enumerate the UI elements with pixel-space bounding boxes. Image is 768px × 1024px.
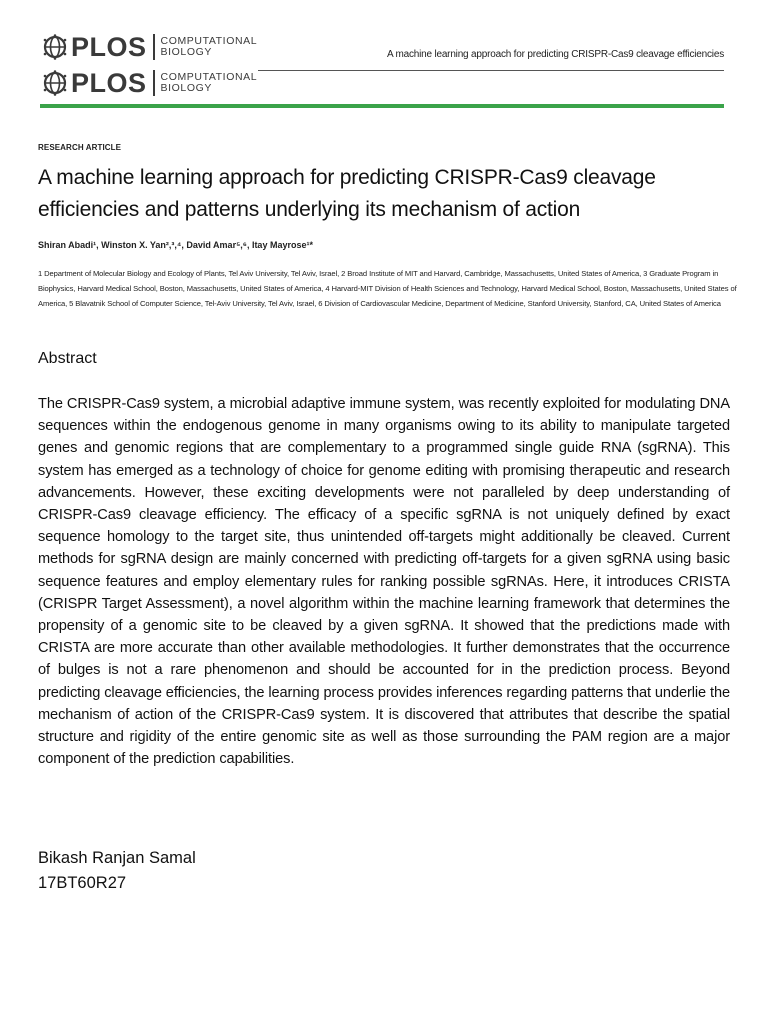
plos-globe-icon [42, 70, 68, 96]
affiliations: 1 Department of Molecular Biology and Ecology of Plants, Tel Aviv University, Tel Aviv, Israel, 2 Broad Institute of MIT and Harvard, Cambridge, Massachusetts, United States of America, 3 Graduate Program in Biophysics, Harvard Medical School, Boston, Massachusetts, United States of America, 4 Harvard-MIT Division of Health Sciences and Technology, Harvard Medical School, Boston, Massachusetts, United States of America, 5 Blavatnik School of Computer Science, Tel-Aviv University, Tel Aviv, Israel, 6 Division of Cardiovascular Medicine, Department of Medicine, Stanford University, Stanford, CA, United States of America [38, 269, 737, 308]
journal-name-line1: COMPUTATIONAL [160, 35, 258, 47]
signer-name: Bikash Ranjan Samal [38, 849, 196, 867]
article-title-line2: efficiencies and patterns underlying its mechanism of action [38, 198, 581, 221]
header-accent-bar [40, 104, 724, 108]
logo-divider [153, 70, 155, 96]
article-type: RESEARCH ARTICLE [38, 143, 122, 152]
plos-logo-duplicate [42, 70, 257, 96]
plos-logo [42, 34, 257, 60]
journal-name [161, 36, 258, 58]
plos-globe-icon [42, 34, 68, 60]
abstract-body: The CRISPR-Cas9 system, a microbial adaptive immune system, was recently exploited for modulating DNA sequences within the endogenous genome in many organisms owing to its ability to manipulate targeted genes and genomic regions that are complementary to a programmed single guide RNA (sgRNA). This system has emerged as a technology of choice for genome editing with promising therapeutic and research advancements. However, these exciting developments were not paralleled by deep understanding of CRISPR-Cas9 cleavage efficiency. The efficacy of a specific sgRNA is not uniquely defined by exact sequence homology to the target site, thus unintended off-targets might additionally be cleaved. Current methods for sgRNA design are mainly concerned with predicting off-targets for a given sgRNA using basic sequence features and employ elementary rules for ranking possible sgRNAs. Here, it introduces CRISTA (CRISPR Target Assessment), a novel algorithm within the machine learning framework that determines the propensity of a genomic site to be cleaved by a given sgRNA. It showed that the predictions made with CRISTA are more accurate than other available methodologies. It further demonstrates that the occurrence of bulges is not a rare phenomenon and should be accounted for in the prediction process. Beyond predicting cleavage efficiencies, the learning process provides inferences regarding patterns that underlie the mechanism of action of the CRISPR-Cas9 system. It is discovered that attributes that describe the spatial structure and rigidity of the entire genomic site as well as those surrounding the PAM region are a major component of the prediction capabilities. [38, 396, 730, 768]
header-rule [258, 70, 724, 71]
signature-block [38, 846, 196, 896]
article-title [38, 162, 738, 226]
running-title: A machine learning approach for predicting CRISPR-Cas9 cleavage efficiencies [386, 49, 724, 60]
signer-roll-number: 17BT60R27 [38, 874, 127, 892]
journal-name [161, 72, 258, 94]
author-list: Shiran Abadi¹, Winston X. Yan²,³,⁴, David Amar⁵,⁶, Itay Mayrose¹* [38, 240, 313, 250]
logo-divider [153, 34, 155, 60]
journal-name-line1: COMPUTATIONAL [160, 71, 258, 83]
plos-wordmark: PLOS [71, 32, 147, 62]
journal-name-line2: BIOLOGY [160, 46, 212, 58]
abstract-heading: Abstract [38, 350, 97, 367]
plos-wordmark: PLOS [71, 68, 147, 98]
article-title-line1: A machine learning approach for predicting CRISPR-Cas9 cleavage [38, 166, 656, 189]
journal-name-line2: BIOLOGY [160, 82, 212, 94]
